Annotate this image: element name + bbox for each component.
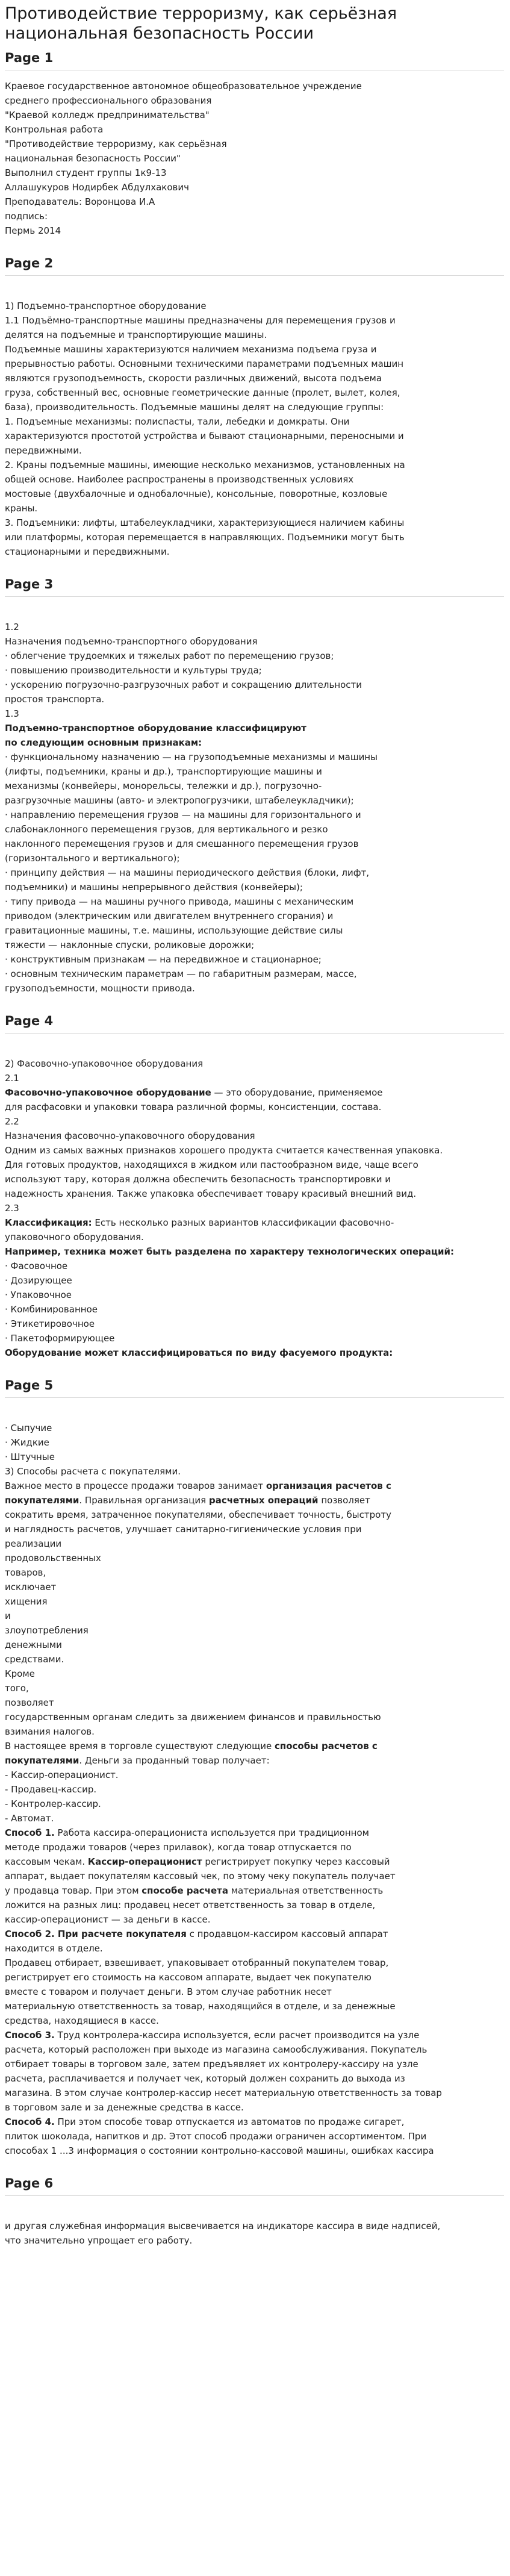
text-line: покупателями. Правильная организация расчетных операций позволяет bbox=[5, 1495, 370, 1506]
text-line: Важное место в процессе продажи товаров занимает организация расчетов с bbox=[5, 1480, 391, 1491]
text-line: являются грузоподъемность, скорости различных движений, высота подъема bbox=[5, 373, 382, 384]
text-line: взимания налогов. bbox=[5, 1726, 95, 1737]
text-line: Преподаватель: Воронцова И.А bbox=[5, 196, 155, 207]
text-line: характеризуются простотой устройства и бывают стационарными, переносными и bbox=[5, 431, 404, 441]
text-line: товаров, bbox=[5, 1567, 46, 1578]
text-line: - Кассир-операционист. bbox=[5, 1770, 119, 1780]
text-line: в торговом зале и за денежные средства в кассе. bbox=[5, 2102, 244, 2113]
text-line: база), производительность. Подъемные машины делят на следующие группы: bbox=[5, 402, 384, 413]
text-line: стационарными и передвижными. bbox=[5, 546, 170, 557]
text-line: или платформы, которая перемещается в направляющих. Подъемники могут быть bbox=[5, 532, 405, 543]
text-line: · повышению производительности и культуры труда; bbox=[5, 665, 262, 676]
page-section bbox=[5, 576, 504, 996]
text-line: упаковочного оборудования. bbox=[5, 1232, 144, 1243]
page-section bbox=[5, 2175, 504, 2248]
text-line bbox=[5, 2204, 504, 2219]
text-line: (горизонтального и вертикального); bbox=[5, 853, 180, 864]
text-line: В настоящее время в торговле существуют следующие способы расчетов с bbox=[5, 1741, 378, 1751]
text-line: простоя транспорта. bbox=[5, 694, 105, 705]
text-line: расчета, который расположен при выходе из магазина самообслуживания. Покупатель bbox=[5, 2044, 428, 2055]
text-line: магазина. В этом случае контролер-кассир несет материальную ответственность за товар bbox=[5, 2088, 442, 2098]
text-line: - Продавец-кассир. bbox=[5, 1784, 97, 1795]
text-line: Способ 3. Труд контролера-кассира используется, если расчет производится на узле bbox=[5, 2030, 420, 2041]
text-line: по следующим основным признакам: bbox=[5, 737, 202, 748]
text-line: · основным техническим параметрам — по габаритным размерам, массе, bbox=[5, 968, 357, 979]
text-line: Контрольная работа bbox=[5, 124, 104, 135]
text-line: расчета, расплачивается и получает чек, который должен сохранить до выхода из bbox=[5, 2073, 405, 2084]
text-line: общей основе. Наиболее распространены в производственных условиях bbox=[5, 474, 354, 485]
text-line: · Комбинированное bbox=[5, 1304, 98, 1315]
text-line: 1) Подъемно-транспортное оборудование bbox=[5, 301, 207, 311]
text-line: Фасовочно-упаковочное оборудование — это оборудование, применяемое bbox=[5, 1087, 383, 1098]
text-line: "Краевой колледж предпринимательства" bbox=[5, 110, 210, 120]
text-line: Пермь 2014 bbox=[5, 225, 61, 236]
text-line: способах 1 ...3 информация о состоянии контрольно-кассовой машины, ошибках кассира bbox=[5, 2145, 434, 2156]
text-line: Назначения фасовочно-упаковочного оборудования bbox=[5, 1131, 255, 1141]
page-section bbox=[5, 1377, 504, 2158]
text-line: денежными bbox=[5, 1639, 62, 1650]
text-line: 2. Краны подъемные машины, имеющие несколько механизмов, установленных на bbox=[5, 460, 405, 470]
text-line: 2.2 bbox=[5, 1116, 19, 1127]
text-line: груза, собственный вес, основные геометрические данные (пролет, вылет, колея, bbox=[5, 387, 400, 398]
text-line: · конструктивным признакам — на передвижное и стационарное; bbox=[5, 954, 322, 965]
text-line: прерывностью работы. Основными техническими параметрами подъемных машин bbox=[5, 358, 404, 369]
document-title: Противодействие терроризму, как серьёзная национальная безопасность России bbox=[5, 4, 397, 43]
text-line: разгрузочные машины (авто- и электропогрузчики, штабелеукладчики); bbox=[5, 795, 354, 806]
page-section bbox=[5, 49, 504, 238]
page-heading: Page 4 bbox=[5, 1012, 504, 1034]
text-line: Для готовых продуктов, находящихся в жидком или пастообразном виде, чаще всего bbox=[5, 1159, 418, 1170]
text-line: краны. bbox=[5, 503, 38, 514]
text-line: · функциональному назначению — на грузоподъемные механизмы и машины bbox=[5, 752, 378, 763]
text-line: Подъемно-транспортное оборудование классифицируют bbox=[5, 723, 306, 734]
text-line: тяжести — наклонные спуски, роликовые дорожки; bbox=[5, 940, 255, 950]
text-line: · Жидкие bbox=[5, 1437, 49, 1448]
text-line: Способ 4. При этом способе товар отпускается из автоматов по продаже сигарет, bbox=[5, 2116, 405, 2127]
text-line: Назначения подъемно-транспортного оборудования bbox=[5, 636, 258, 647]
text-line: аппарат, выдает покупателям кассовый чек, по этому чеку покупатель получает bbox=[5, 1871, 396, 1882]
text-line: и другая служебная информация высвечивается на индикаторе кассира в виде надписей, bbox=[5, 2221, 441, 2231]
text-line: кассовым чекам. Кассир-операционист регистрирует покупку через кассовый bbox=[5, 1856, 390, 1867]
text-line: · Дозирующее bbox=[5, 1275, 72, 1286]
text-line: Одним из самых важных признаков хорошего продукта считается качественная упаковка. bbox=[5, 1145, 443, 1156]
text-line: средства, находящиеся в кассе. bbox=[5, 2015, 159, 2026]
text-line: продовольственных bbox=[5, 1553, 101, 1564]
text-line: 2) Фасовочно-упаковочное оборудования bbox=[5, 1058, 204, 1069]
text-line: и наглядность расчетов, улучшает санитарно-гигиенические условия при bbox=[5, 1524, 362, 1535]
text-line: 1.2 bbox=[5, 622, 19, 632]
text-line: среднего профессионального образования bbox=[5, 95, 212, 106]
text-line: используют тару, которая должна обеспечить безопасность транспортировки и bbox=[5, 1174, 391, 1185]
text-line: для расфасовки и упаковки товара различной формы, консистенции, состава. bbox=[5, 1102, 382, 1112]
text-line bbox=[5, 284, 504, 299]
text-line: 2.3 bbox=[5, 1203, 19, 1214]
text-line: · Фасовочное bbox=[5, 1261, 68, 1271]
text-line: материальную ответственность за товар, находящийся в отделе, и за денежные bbox=[5, 2001, 396, 2012]
text-line: Классификация: Есть несколько разных вариантов классификации фасовочно- bbox=[5, 1217, 394, 1228]
text-line: государственным органам следить за движением финансов и правильностью bbox=[5, 1712, 381, 1723]
text-line: Например, техника может быть разделена по характеру технологических операций: bbox=[5, 1246, 455, 1257]
page-heading: Page 3 bbox=[5, 576, 504, 597]
text-line: надежность хранения. Также упаковка обеспечивает товару красивый внешний вид. bbox=[5, 1188, 417, 1199]
text-line: подпись: bbox=[5, 211, 48, 222]
text-line: мостовые (двухбалочные и однобалочные), консольные, поворотные, козловые bbox=[5, 488, 388, 499]
text-line: отбирает товары в торговом зале, затем предъявляет их контролеру-кассиру на узле bbox=[5, 2059, 418, 2069]
text-line: (лифты, подъемники, краны и др.), транспортирующие машины и bbox=[5, 766, 322, 777]
text-line: · Упаковочное bbox=[5, 1290, 72, 1300]
text-line: делятся на подъемные и транспортирующие машины. bbox=[5, 329, 267, 340]
text-line: сократить время, затраченное покупателями, обеспечивает точность, быстроту bbox=[5, 1509, 391, 1520]
text-line bbox=[5, 1406, 504, 1421]
text-line: злоупотребления bbox=[5, 1625, 89, 1636]
text-line: приводом (электрическим или двигателем внутреннего сгорания) и bbox=[5, 911, 334, 922]
text-line: 3) Способы расчета с покупателями. bbox=[5, 1466, 181, 1477]
text-line: механизмы (конвейеры, монорельсы, тележки и др.), погрузочно- bbox=[5, 781, 322, 791]
text-line: · облегчение трудоемких и тяжелых работ по перемещению грузов; bbox=[5, 650, 334, 661]
text-line: гравитационные машины, т.е. машины, использующие действие силы bbox=[5, 925, 343, 936]
text-line: Аллашукуров Нодирбек Абдулхакович bbox=[5, 182, 189, 193]
text-line: грузоподъемности, мощности привода. bbox=[5, 983, 195, 994]
text-line: - Контролер-кассир. bbox=[5, 1798, 101, 1809]
text-line: подъемники) и машины непрерывного действия (конвейеры); bbox=[5, 882, 303, 893]
text-line: кассир-операционист — за деньги в кассе. bbox=[5, 1914, 211, 1925]
text-line: Способ 1. Работа кассира-операциониста используется при традиционном bbox=[5, 1827, 369, 1838]
text-line: · ускорению погрузочно-разгрузочных работ и сокращению длительности bbox=[5, 679, 362, 690]
pages-container bbox=[5, 49, 504, 2248]
text-line: у продавца товар. При этом способе расчета материальная ответственность bbox=[5, 1885, 384, 1896]
page-heading: Page 6 bbox=[5, 2175, 504, 2196]
text-line: · типу привода — на машины ручного привода, машины с механическим bbox=[5, 896, 354, 907]
text-line: · принципу действия — на машины периодического действия (блоки, лифт, bbox=[5, 867, 370, 878]
text-line: 2.1 bbox=[5, 1073, 19, 1084]
text-line: позволяет bbox=[5, 1697, 54, 1708]
text-line: исключает bbox=[5, 1582, 57, 1592]
text-line: Выполнил студент группы 1к9-13 bbox=[5, 167, 167, 178]
page-heading: Page 5 bbox=[5, 1377, 504, 1398]
text-line: Краевое государственное автономное общеобразовательное учреждение bbox=[5, 81, 362, 92]
page-heading: Page 1 bbox=[5, 49, 504, 70]
text-line: · Пакетоформирующее bbox=[5, 1333, 115, 1344]
text-line: того, bbox=[5, 1683, 29, 1694]
page-section bbox=[5, 255, 504, 559]
text-line bbox=[5, 605, 504, 620]
text-line: передвижными. bbox=[5, 445, 82, 456]
text-line: 1. Подъемные механизмы: полиспасты, тали, лебедки и домкраты. Они bbox=[5, 416, 350, 427]
text-line: · Штучные bbox=[5, 1452, 55, 1462]
text-line: средствами. bbox=[5, 1654, 64, 1665]
text-line: Кроме bbox=[5, 1668, 35, 1679]
text-line: Способ 2. При расчете покупателя с продавцом-кассиром кассовый аппарат bbox=[5, 1929, 388, 1939]
text-line: и bbox=[5, 1611, 11, 1621]
text-line: что значительно упрощает его работу. bbox=[5, 2235, 193, 2246]
text-line: · Этикетировочное bbox=[5, 1318, 95, 1329]
text-line: покупателями. Деньги за проданный товар получает: bbox=[5, 1755, 270, 1766]
page-section bbox=[5, 1012, 504, 1360]
text-line: национальная безопасность России" bbox=[5, 153, 181, 164]
text-line bbox=[5, 1042, 504, 1056]
text-line: Оборудование может классифицироваться по виду фасуемого продукта: bbox=[5, 1347, 393, 1358]
text-line: регистрирует его стоимость на кассовом аппарате, выдает чек покупателю bbox=[5, 1972, 372, 1983]
text-line: Подъемные машины характеризуются наличием механизма подъема груза и bbox=[5, 344, 377, 355]
page-heading: Page 2 bbox=[5, 255, 504, 276]
text-line: · Сыпучие bbox=[5, 1423, 52, 1433]
text-line: методе продажи товаров (через прилавок), когда товар отпускается по bbox=[5, 1842, 352, 1853]
text-line: ложится на разных лиц: продавец несет ответственность за товар в отделе, bbox=[5, 1900, 376, 1910]
text-line: наклонного перемещения грузов и для смешанного перемещения грузов bbox=[5, 838, 359, 849]
text-line: · направлению перемещения грузов — на машины для горизонтального и bbox=[5, 809, 361, 820]
text-line: 1.1 Подъёмно-транспортные машины предназначены для перемещения грузов и bbox=[5, 315, 396, 326]
text-line: хищения bbox=[5, 1596, 48, 1607]
text-line: 3. Подъемники: лифты, штабелеукладчики, характеризующиеся наличием кабины bbox=[5, 517, 405, 528]
text-line: находится в отделе. bbox=[5, 1943, 103, 1954]
text-line: вместе с товаром и получает деньги. В этом случае работник несет bbox=[5, 1986, 332, 1997]
text-line: реализации bbox=[5, 1538, 62, 1549]
text-line: 1.3 bbox=[5, 708, 19, 719]
text-line: "Противодействие терроризму, как серьёзная bbox=[5, 139, 227, 149]
text-line: Продавец отбирает, взвешивает, упаковывает отобранный покупателем товар, bbox=[5, 1957, 389, 1968]
text-line: - Автомат. bbox=[5, 1813, 54, 1824]
text-line: плиток шоколада, напитков и др. Этот способ продажи ограничен ассортиментом. При bbox=[5, 2131, 427, 2142]
text-line: слабонаклонного перемещения грузов, для вертикального и резко bbox=[5, 824, 328, 835]
